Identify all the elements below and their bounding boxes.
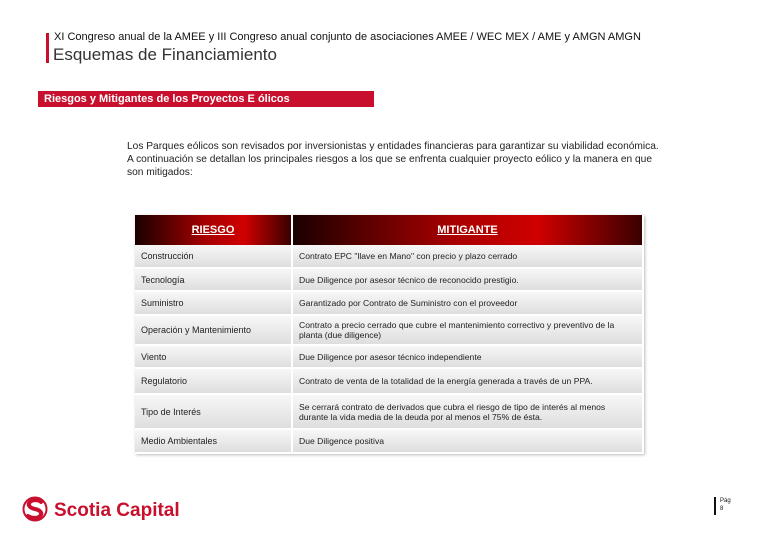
table-row <box>135 368 643 394</box>
risk-cell: Tipo de Interés <box>135 394 292 429</box>
table-row <box>135 291 643 315</box>
table-row <box>135 245 643 268</box>
risk-cell: Viento <box>135 345 292 368</box>
risk-cell: Suministro <box>135 291 292 315</box>
mitigant-cell: Due Diligence positiva <box>292 429 643 453</box>
section-banner: Riesgos y Mitigantes de los Proyectos E ólicos <box>38 91 374 107</box>
brand-name: Scotia Capital <box>54 500 180 521</box>
mitigant-cell: Due Diligence por asesor técnico independiente <box>292 345 643 368</box>
risk-cell: Medio Ambientales <box>135 429 292 453</box>
intro-paragraph: Los Parques eólicos son revisados por inversionistas y entidades financieras para garantizar su viabilidad económica. A continuación se detallan los principales riesgos a los que se enfrenta cualquier proyecto eólico y la manera en que son mitigados: <box>127 141 659 178</box>
table-row <box>135 315 643 345</box>
risk-cell: Construcción <box>135 245 292 268</box>
page-indicator <box>720 497 731 513</box>
table-row <box>135 268 643 291</box>
table-row <box>135 429 643 453</box>
risk-mitigant-table <box>135 215 644 454</box>
mitigant-cell: Garantizado por Contrato de Suministro con el proveedor <box>292 291 643 315</box>
risk-cell: Operación y Mantenimiento <box>135 315 292 345</box>
mitigant-cell: Contrato EPC "llave en Mano" con precio y plazo cerrado <box>292 245 643 268</box>
section-title: Esquemas de Financiamiento <box>53 45 277 64</box>
risk-cell: Regulatorio <box>135 368 292 394</box>
page-label: Pág <box>720 498 731 504</box>
table-header-row <box>135 215 643 245</box>
scotia-s-icon <box>24 498 47 521</box>
page-number: 8 <box>720 506 724 512</box>
mitigant-column-header: MITIGANTE <box>292 215 643 245</box>
footer-divider <box>714 497 716 515</box>
table-row <box>135 345 643 368</box>
risk-cell: Tecnología <box>135 268 292 291</box>
congress-title: XI Congreso anual de la AMEE y III Congreso anual conjunto de asociaciones AMEE / WEC MEX / AME y AMGN AMGN <box>54 31 641 43</box>
risk-column-header: RIESGO <box>135 215 292 245</box>
scotia-capital-logo <box>22 494 207 529</box>
table-row <box>135 394 643 429</box>
mitigant-cell: Contrato de venta de la totalidad de la energía generada a través de un PPA. <box>292 368 643 394</box>
mitigant-cell: Due Diligence por asesor técnico de reconocido prestigio. <box>292 268 643 291</box>
mitigant-cell: Contrato a precio cerrado que cubre el mantenimiento correctivo y preventivo de la planta (due diligence) <box>292 315 643 345</box>
mitigant-cell: Se cerrará contrato de derivados que cubra el riesgo de tipo de interés al menos durante la vida media de la deuda por al menos el 75% de ésta. <box>292 394 643 429</box>
header-accent-bar <box>46 33 49 63</box>
